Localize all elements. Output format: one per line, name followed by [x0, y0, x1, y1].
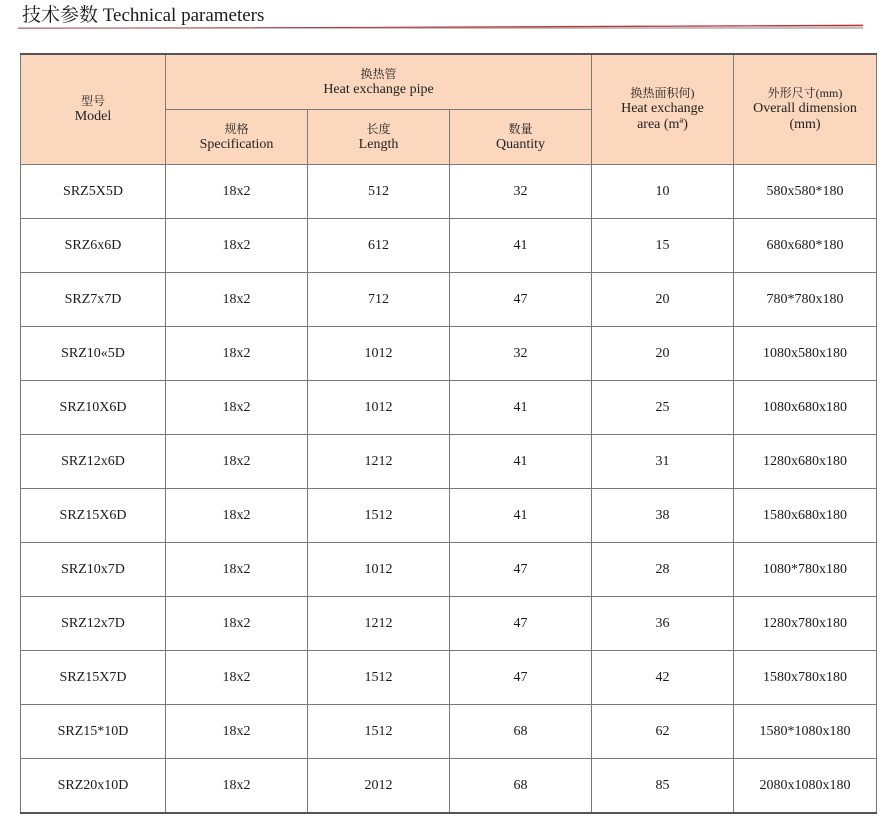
- cell-quantity: 41: [450, 435, 592, 489]
- header-area-en2: area (mª): [637, 117, 688, 132]
- table-row: [21, 543, 877, 597]
- header-area-en1: Heat exchange: [621, 101, 704, 116]
- cell-spec: 18x2: [166, 165, 308, 219]
- cell-quantity: 47: [450, 273, 592, 327]
- table-row: [21, 327, 877, 381]
- page-title: 技术参数 Technical parameters: [22, 5, 265, 26]
- cell-area: 10: [592, 165, 734, 219]
- table-body: [21, 165, 877, 814]
- table-row: [21, 273, 877, 327]
- header-length-zh: 长度: [366, 121, 391, 136]
- cell-dimension: 780*780x180: [734, 273, 877, 327]
- cell-dimension: 580x580*180: [734, 165, 877, 219]
- cell-model: SRZ10«5D: [21, 327, 166, 381]
- cell-dimension: 1280x680x180: [734, 435, 877, 489]
- cell-model: SRZ15*10D: [21, 705, 166, 759]
- header-pipe: [166, 54, 592, 110]
- table-row: [21, 705, 877, 759]
- cell-model: SRZ12x7D: [21, 597, 166, 651]
- cell-spec: 18x2: [166, 543, 308, 597]
- cell-length: 712: [308, 273, 450, 327]
- cell-area: 36: [592, 597, 734, 651]
- cell-quantity: 41: [450, 219, 592, 273]
- header-pipe-zh: 换热管: [360, 66, 397, 81]
- cell-spec: 18x2: [166, 327, 308, 381]
- cell-model: SRZ15X6D: [21, 489, 166, 543]
- table-row: [21, 435, 877, 489]
- cell-area: 42: [592, 651, 734, 705]
- header-length-en: Length: [358, 136, 399, 152]
- cell-area: 20: [592, 273, 734, 327]
- title-underline: [18, 24, 863, 30]
- technical-parameters-table: [20, 53, 877, 814]
- header-spec-en: Specification: [199, 136, 274, 152]
- cell-spec: 18x2: [166, 381, 308, 435]
- cell-quantity: 47: [450, 651, 592, 705]
- table-row: [21, 759, 877, 814]
- header-quantity-zh: 数量: [508, 121, 533, 136]
- cell-spec: 18x2: [166, 705, 308, 759]
- cell-length: 1212: [308, 435, 450, 489]
- cell-dimension: 1580x780x180: [734, 651, 877, 705]
- cell-spec: 18x2: [166, 597, 308, 651]
- cell-length: 1512: [308, 651, 450, 705]
- cell-model: SRZ15X7D: [21, 651, 166, 705]
- cell-dimension: 1580*1080x180: [734, 705, 877, 759]
- header-pipe-en: Heat exchange pipe: [323, 81, 434, 97]
- cell-quantity: 32: [450, 165, 592, 219]
- header-row-top: [21, 54, 877, 110]
- cell-dimension: 1080x680x180: [734, 381, 877, 435]
- cell-spec: 18x2: [166, 489, 308, 543]
- cell-area: 31: [592, 435, 734, 489]
- cell-area: 62: [592, 705, 734, 759]
- header-spec-zh: 规格: [224, 121, 249, 136]
- table-row: [21, 651, 877, 705]
- cell-model: SRZ6x6D: [21, 219, 166, 273]
- header-area-zh: 换热面积何): [630, 86, 695, 100]
- cell-length: 2012: [308, 759, 450, 814]
- cell-area: 38: [592, 489, 734, 543]
- header-model: [21, 54, 166, 165]
- cell-spec: 18x2: [166, 435, 308, 489]
- header-dimension-zh: 外形尺寸(mm): [767, 86, 843, 100]
- cell-spec: 18x2: [166, 759, 308, 814]
- cell-length: 1512: [308, 705, 450, 759]
- cell-dimension: 680x680*180: [734, 219, 877, 273]
- cell-length: 1012: [308, 327, 450, 381]
- cell-spec: 18x2: [166, 219, 308, 273]
- cell-length: 1212: [308, 597, 450, 651]
- table-row: [21, 489, 877, 543]
- cell-quantity: 41: [450, 489, 592, 543]
- header-spec: [166, 110, 308, 165]
- cell-area: 20: [592, 327, 734, 381]
- cell-dimension: 1080x580x180: [734, 327, 877, 381]
- cell-length: 1012: [308, 543, 450, 597]
- header-quantity-en: Quantity: [496, 136, 545, 152]
- header-dimension-en1: Overall dimension: [753, 101, 857, 116]
- header-model-en: Model: [74, 109, 112, 124]
- cell-dimension: 1080*780x180: [734, 543, 877, 597]
- cell-model: SRZ7x7D: [21, 273, 166, 327]
- cell-dimension: 1280x780x180: [734, 597, 877, 651]
- cell-spec: 18x2: [166, 651, 308, 705]
- cell-quantity: 32: [450, 327, 592, 381]
- table-row: [21, 165, 877, 219]
- table-row: [21, 597, 877, 651]
- cell-area: 28: [592, 543, 734, 597]
- cell-quantity: 68: [450, 759, 592, 814]
- header-dimension-en2: (mm): [789, 117, 821, 132]
- table-row: [21, 381, 877, 435]
- cell-model: SRZ10x7D: [21, 543, 166, 597]
- cell-length: 512: [308, 165, 450, 219]
- cell-area: 85: [592, 759, 734, 814]
- cell-spec: 18x2: [166, 273, 308, 327]
- header-length: [308, 110, 450, 165]
- table-row: [21, 219, 877, 273]
- cell-model: SRZ10X6D: [21, 381, 166, 435]
- cell-length: 1512: [308, 489, 450, 543]
- cell-area: 15: [592, 219, 734, 273]
- cell-model: SRZ20x10D: [21, 759, 166, 814]
- cell-dimension: 1580x680x180: [734, 489, 877, 543]
- cell-dimension: 2080x1080x180: [734, 759, 877, 814]
- cell-quantity: 47: [450, 543, 592, 597]
- cell-area: 25: [592, 381, 734, 435]
- header-quantity: [450, 110, 592, 165]
- header-dimension: [734, 54, 877, 165]
- cell-model: SRZ12x6D: [21, 435, 166, 489]
- cell-quantity: 47: [450, 597, 592, 651]
- header-area: [592, 54, 734, 165]
- cell-length: 1012: [308, 381, 450, 435]
- header-model-zh: 型号: [80, 94, 105, 108]
- cell-model: SRZ5X5D: [21, 165, 166, 219]
- cell-quantity: 41: [450, 381, 592, 435]
- cell-quantity: 68: [450, 705, 592, 759]
- cell-length: 612: [308, 219, 450, 273]
